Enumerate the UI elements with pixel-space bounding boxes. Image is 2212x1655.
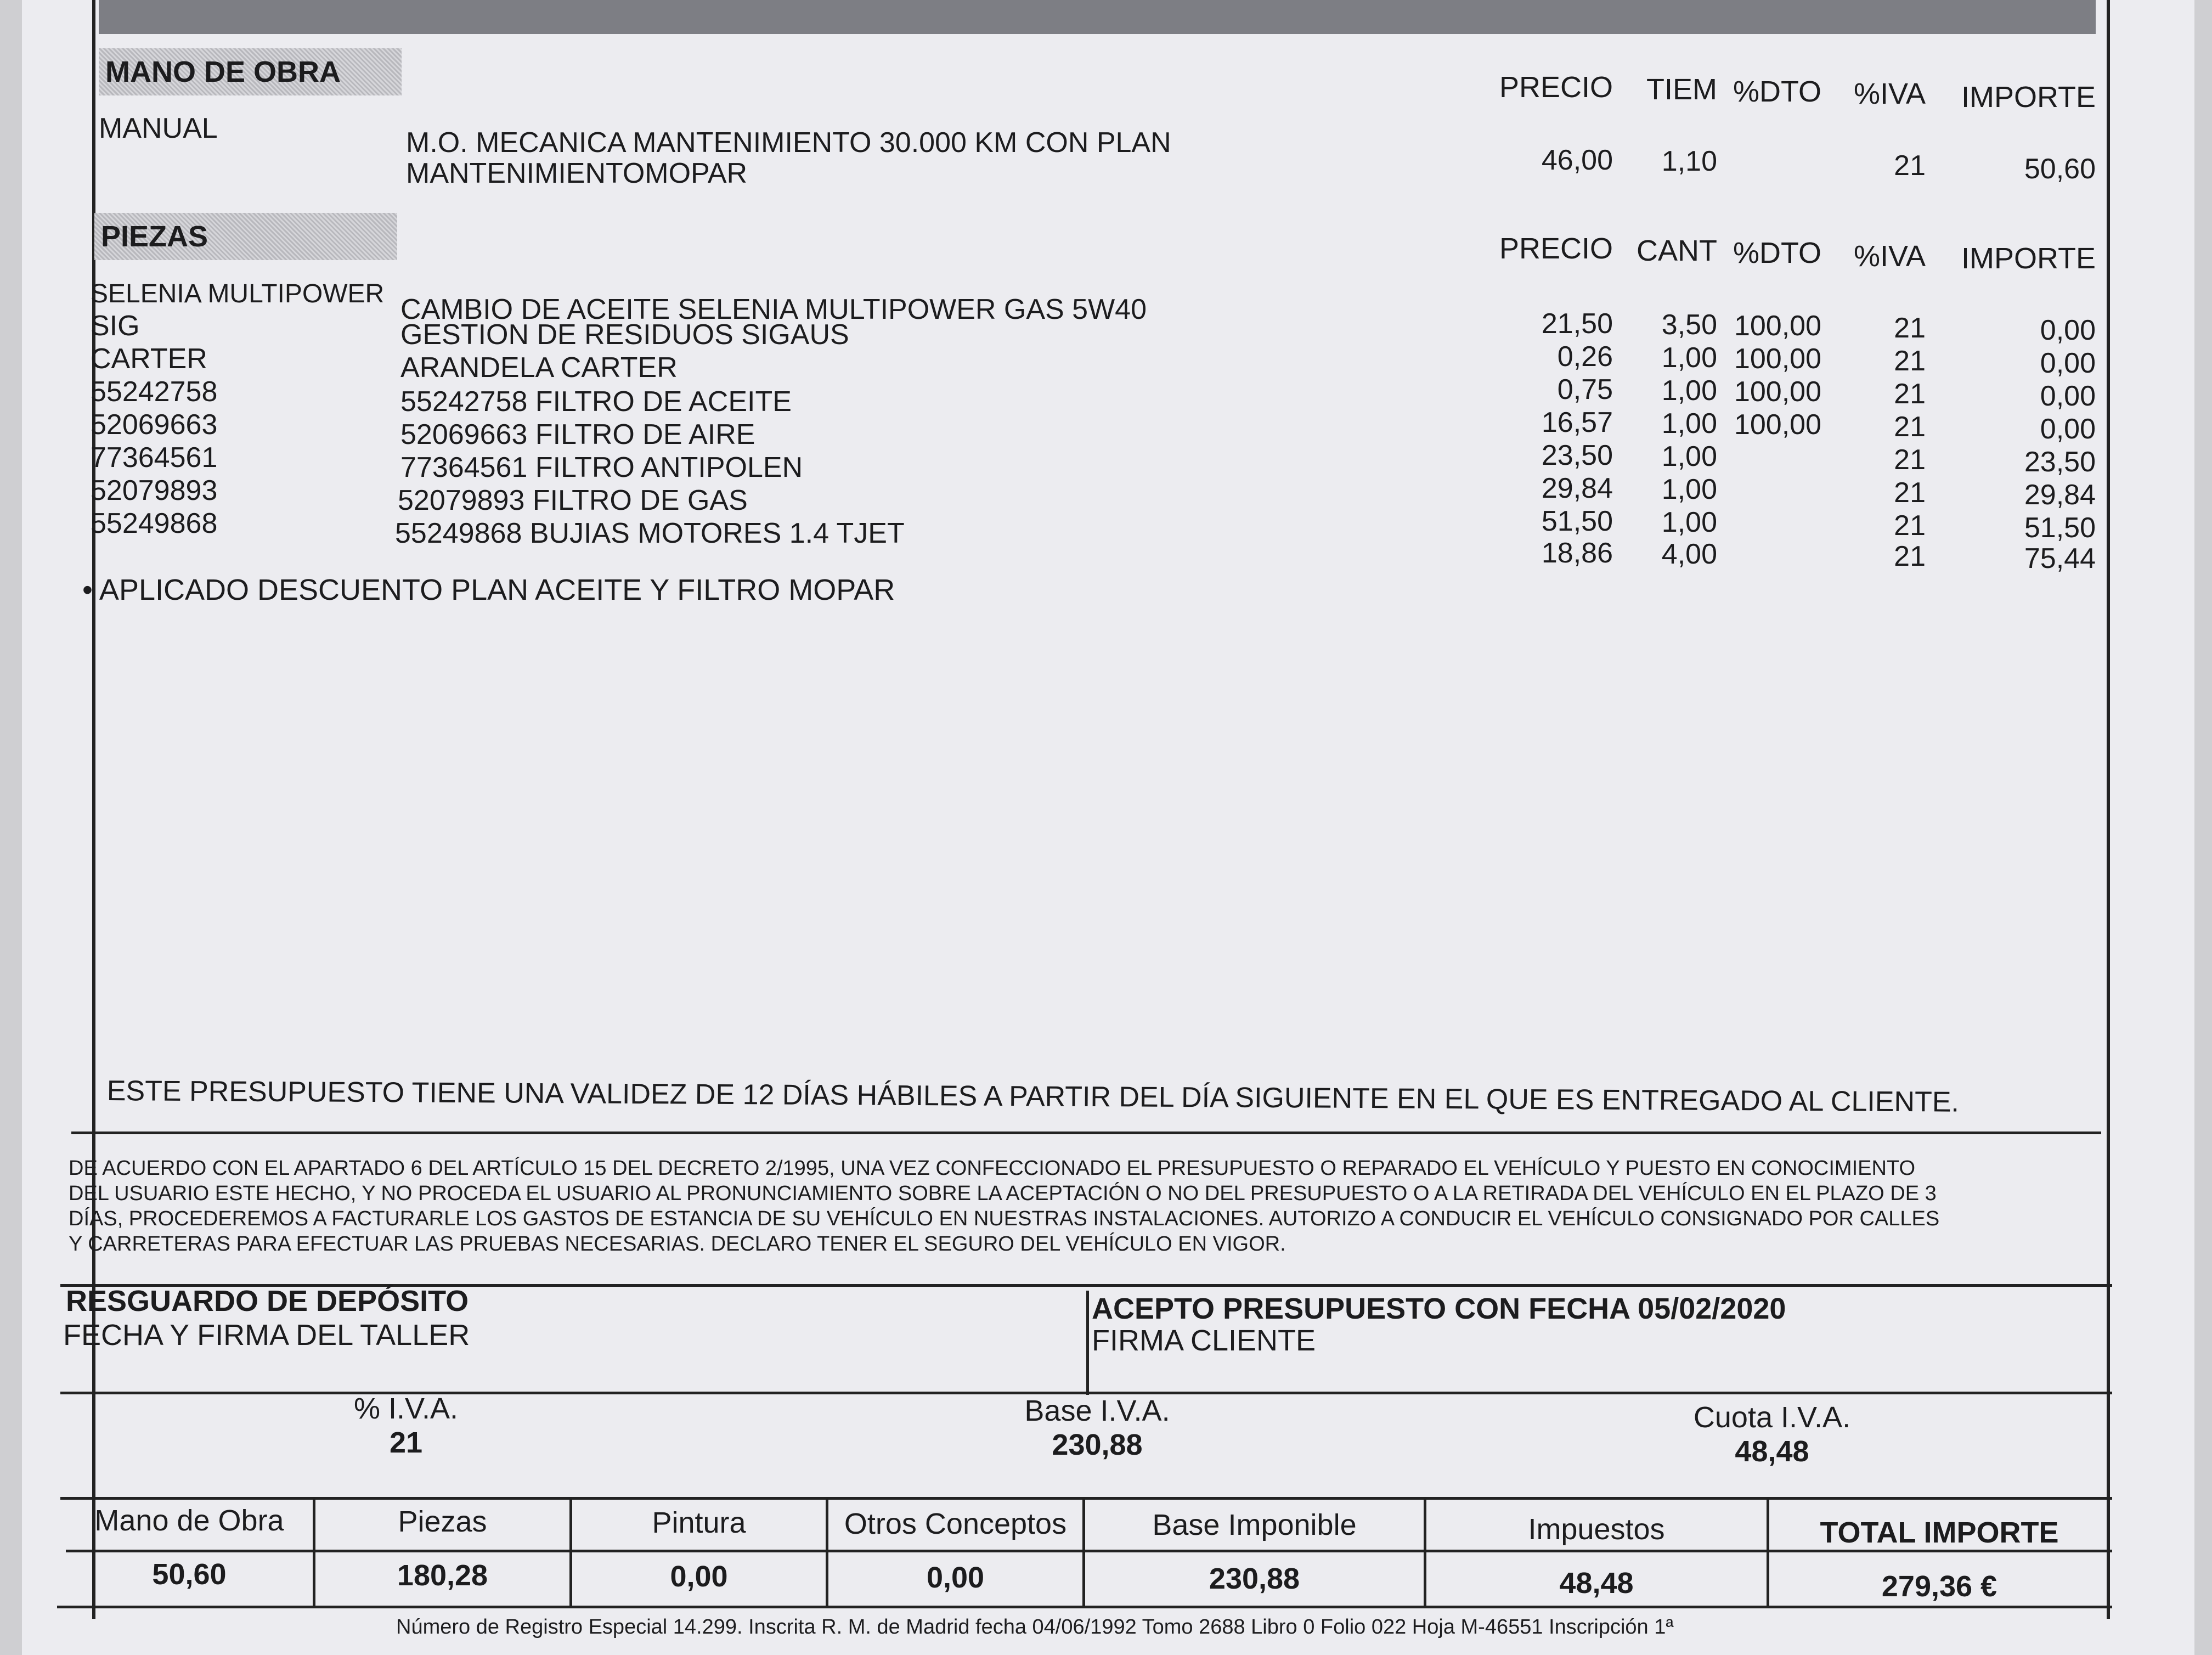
parts-row bbox=[0, 507, 2140, 575]
labor-section-title: MANO DE OBRA bbox=[99, 48, 402, 95]
header-band bbox=[99, 0, 2096, 34]
labor-code: MANUAL bbox=[99, 112, 218, 144]
part-amount: 29,84 bbox=[2024, 479, 2096, 511]
parts-header-amount: IMPORTE bbox=[1961, 242, 2096, 275]
part-vat: 21 bbox=[1894, 378, 1926, 410]
labor-header-amount: IMPORTE bbox=[1961, 81, 2096, 114]
part-price: 0,26 bbox=[1557, 341, 1613, 373]
vat-rate-label: % I.V.A. bbox=[353, 1392, 459, 1425]
part-description: ARANDELA CARTER bbox=[400, 352, 678, 384]
part-qty: 1,00 bbox=[1661, 375, 1717, 407]
acceptance-title: ACEPTO PRESUPUESTO CON FECHA 05/02/2020 bbox=[1092, 1292, 1786, 1325]
part-amount: 75,44 bbox=[2024, 543, 2096, 575]
labor-description-2: MANTENIMIENTOMOPAR bbox=[406, 157, 748, 189]
legal-line-3: DÍAS, PROCEDEREMOS A FACTURARLE LOS GASTOS DE ESTANCIA DE SU VEHÍCULO EN NUESTRAS INSTALACIONES. AUTORIZO A CONDUCIR EL VEHÍCULO CONSIGNADO POR CALLES bbox=[69, 1207, 1940, 1230]
part-amount: 51,50 bbox=[2024, 512, 2096, 544]
legal-line-4: Y CARRETERAS PARA EFECTUAR LAS PRUEBAS NECESARIAS. DECLARO TENER EL SEGURO DEL VEHÍCULO EN VIGOR. bbox=[69, 1232, 1286, 1256]
part-vat: 21 bbox=[1894, 312, 1926, 344]
part-price: 23,50 bbox=[1541, 440, 1613, 471]
totals-top bbox=[60, 1497, 2112, 1500]
acceptance-subtitle: FIRMA CLIENTE bbox=[1092, 1324, 1316, 1357]
total-paint-label: Pintura bbox=[652, 1506, 746, 1539]
legal-line-1: DE ACUERDO CON EL APARTADO 6 DEL ARTÍCULO 15 DEL DECRETO 2/1995, UNA VEZ CONFECCIONADO EL PRESUPUESTO O REPARADO EL VEHÍCULO Y PUESTO EN CONOCIMIENTO bbox=[69, 1157, 1916, 1180]
divider-line bbox=[71, 1132, 2101, 1134]
part-amount: 0,00 bbox=[2040, 413, 2096, 445]
total-labor-label: Mano de Obra bbox=[94, 1504, 284, 1537]
part-vat: 21 bbox=[1894, 477, 1926, 509]
part-discount: 100,00 bbox=[1734, 376, 1821, 408]
parts-section-title: PIEZAS bbox=[94, 213, 397, 260]
part-vat: 21 bbox=[1894, 541, 1926, 572]
labor-time: 1,10 bbox=[1661, 145, 1717, 177]
part-description: 52069663 FILTRO DE AIRE bbox=[400, 419, 755, 451]
part-description: 55249868 BUJIAS MOTORES 1.4 TJET bbox=[395, 517, 905, 549]
vat-base-value: 230,88 bbox=[1052, 1428, 1143, 1461]
discount-note: • APLICADO DESCUENTO PLAN ACEITE Y FILTRO MOPAR bbox=[82, 573, 895, 606]
part-vat: 21 bbox=[1894, 345, 1926, 377]
labor-header-discount: %DTO bbox=[1733, 75, 1821, 108]
part-code: 55249868 bbox=[91, 508, 218, 539]
part-code: SIG bbox=[91, 310, 140, 342]
labor-header-price: PRECIO bbox=[1499, 71, 1613, 104]
part-qty: 3,50 bbox=[1661, 309, 1717, 341]
part-code: CARTER bbox=[91, 343, 207, 375]
part-amount: 23,50 bbox=[2024, 446, 2096, 478]
vat-quota-value: 48,48 bbox=[1735, 1435, 1809, 1468]
grand-total-value: 279,36 € bbox=[1881, 1570, 1997, 1603]
total-parts-value: 180,28 bbox=[397, 1559, 488, 1592]
part-vat: 21 bbox=[1894, 411, 1926, 443]
part-code: 55242758 bbox=[91, 376, 218, 408]
vat-base-label: Base I.V.A. bbox=[1024, 1394, 1170, 1427]
parts-header-qty: CANT bbox=[1637, 234, 1717, 267]
part-code: 52069663 bbox=[91, 409, 218, 441]
grand-total-label: TOTAL IMPORTE bbox=[1820, 1516, 2059, 1549]
parts-header-vat: %IVA bbox=[1853, 240, 1926, 273]
part-qty: 1,00 bbox=[1661, 342, 1717, 374]
part-qty: 1,00 bbox=[1661, 408, 1717, 440]
part-qty: 1,00 bbox=[1661, 441, 1717, 472]
part-price: 16,57 bbox=[1541, 407, 1613, 438]
part-description: 52079893 FILTRO DE GAS bbox=[398, 485, 748, 516]
part-amount: 0,00 bbox=[2040, 380, 2096, 412]
part-description: GESTION DE RESIDUOS SIGAUS bbox=[400, 319, 849, 351]
part-price: 0,75 bbox=[1557, 374, 1613, 406]
labor-header-time: TIEM bbox=[1646, 73, 1717, 106]
part-discount: 100,00 bbox=[1734, 409, 1821, 441]
totals-mid bbox=[66, 1550, 2112, 1552]
part-discount: 100,00 bbox=[1734, 310, 1821, 342]
total-taxable-base-value: 230,88 bbox=[1209, 1562, 1300, 1595]
part-vat: 21 bbox=[1894, 510, 1926, 542]
total-taxes-value: 48,48 bbox=[1559, 1567, 1634, 1600]
part-code: SELENIA MULTIPOWER bbox=[91, 279, 385, 308]
part-description: CAMBIO DE ACEITE SELENIA MULTIPOWER GAS 5W40 bbox=[400, 294, 1147, 325]
part-code: 52079893 bbox=[91, 475, 218, 506]
part-description: 77364561 FILTRO ANTIPOLEN bbox=[400, 452, 803, 483]
part-price: 51,50 bbox=[1541, 505, 1613, 537]
labor-vat: 21 bbox=[1894, 150, 1926, 182]
labor-header-vat: %IVA bbox=[1853, 77, 1926, 110]
total-other-label: Otros Conceptos bbox=[844, 1507, 1067, 1540]
total-paint-value: 0,00 bbox=[670, 1560, 728, 1593]
registry-footer: Número de Registro Especial 14.299. Inscrita R. M. de Madrid fecha 04/06/1992 Tomo 2688 Libro 0 Folio 022 Hoja M-46551 Inscripción 1ª bbox=[396, 1615, 1674, 1639]
labor-description: M.O. MECANICA MANTENIMIENTO 30.000 KM CON PLAN bbox=[406, 127, 1171, 159]
deposit-title: RESGUARDO DE DEPÓSITO bbox=[66, 1285, 469, 1318]
total-labor-value: 50,60 bbox=[152, 1558, 227, 1591]
total-other-value: 0,00 bbox=[926, 1561, 985, 1594]
parts-header-discount: %DTO bbox=[1733, 237, 1821, 269]
part-price: 21,50 bbox=[1541, 308, 1613, 340]
total-taxable-base-label: Base Imponible bbox=[1152, 1508, 1357, 1541]
total-parts-label: Piezas bbox=[398, 1505, 487, 1538]
part-discount: 100,00 bbox=[1734, 343, 1821, 375]
vat-quota-label: Cuota I.V.A. bbox=[1693, 1401, 1851, 1434]
parts-header-price: PRECIO bbox=[1499, 232, 1613, 265]
legal-line-2: DEL USUARIO ESTE HECHO, Y NO PROCEDA EL USUARIO AL PRONUNCIAMIENTO SOBRE LA ACEPTACIÓN O NO DEL PRESUPUESTO O A LA RETIRADA DEL VEHÍCULO EN EL PLAZO DE 3 bbox=[69, 1182, 1937, 1205]
part-code: 77364561 bbox=[91, 442, 218, 474]
labor-amount: 50,60 bbox=[2024, 153, 2096, 185]
part-qty: 4,00 bbox=[1661, 538, 1717, 570]
total-taxes-label: Impuestos bbox=[1528, 1513, 1665, 1546]
part-amount: 0,00 bbox=[2040, 347, 2096, 379]
part-qty: 1,00 bbox=[1661, 506, 1717, 538]
part-amount: 0,00 bbox=[2040, 314, 2096, 346]
validity-statement: ESTE PRESUPUESTO TIENE UNA VALIDEZ DE 12 DÍAS HÁBILES A PARTIR DEL DÍA SIGUIENTE EN EL QUE ES ENTREGADO AL CLIENTE. bbox=[106, 1075, 1960, 1118]
legal-text bbox=[69, 1156, 2098, 1257]
frame-right-border bbox=[2107, 0, 2110, 1619]
part-vat: 21 bbox=[1894, 444, 1926, 476]
labor-price: 46,00 bbox=[1541, 144, 1613, 176]
part-price: 29,84 bbox=[1541, 472, 1613, 504]
part-qty: 1,00 bbox=[1661, 474, 1717, 505]
labor-row bbox=[0, 112, 2140, 189]
part-description: 55242758 FILTRO DE ACEITE bbox=[400, 386, 792, 418]
signature-box-divider bbox=[1086, 1291, 1089, 1395]
deposit-subtitle: FECHA Y FIRMA DEL TALLER bbox=[63, 1319, 470, 1352]
part-price: 18,86 bbox=[1541, 537, 1613, 569]
vat-rate-value: 21 bbox=[389, 1426, 423, 1459]
